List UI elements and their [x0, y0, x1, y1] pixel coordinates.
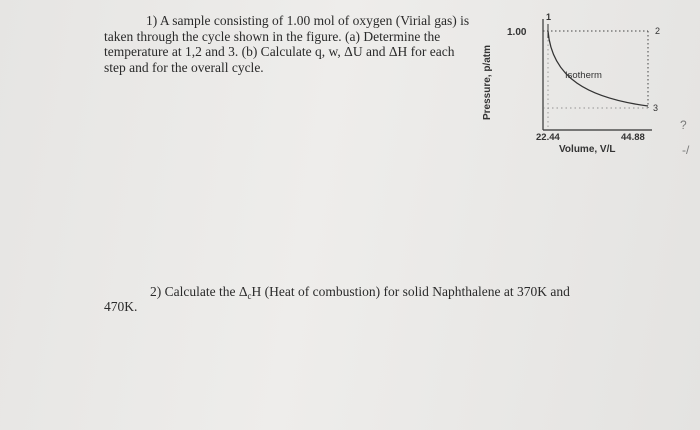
- margin-scribble: -/: [682, 143, 690, 157]
- isotherm-label: Isotherm: [565, 70, 602, 81]
- isotherm-curve: [548, 31, 648, 106]
- x-axis-label: Volume, V/L: [559, 144, 616, 155]
- question-2-subscript: c: [247, 291, 252, 301]
- question-2: [150, 284, 570, 305]
- x-tick-label: 22.44: [536, 132, 560, 143]
- x-tick-label: 44.88: [621, 132, 645, 143]
- question-1-line: temperature at 1,2 and 3. (b) Calculate q, w, ΔU and ΔH for each: [104, 44, 455, 59]
- question-1-line: 1) A sample consisting of 1.00 mol of oxygen (Virial gas) is: [146, 13, 470, 28]
- margin-question-mark: ?: [680, 118, 687, 132]
- question-2-suffix: H (Heat of combustion) for solid Naphthalene at 370K and: [251, 284, 570, 299]
- point-1-label: 1: [546, 12, 552, 22]
- question-2-prefix: 2) Calculate the Δ: [150, 284, 248, 299]
- question-1-line: step and for the overall cycle.: [104, 59, 264, 75]
- y-axis-label: Pressure, p/atm: [482, 44, 493, 120]
- question-1-line: taken through the cycle shown in the figure. (a) Determine the: [104, 28, 441, 44]
- y-tick-label: 1.00: [507, 27, 527, 38]
- point-2-label: 2: [655, 26, 661, 36]
- point-3-label: 3: [653, 103, 659, 113]
- question-2-tail: 470K.: [104, 299, 138, 314]
